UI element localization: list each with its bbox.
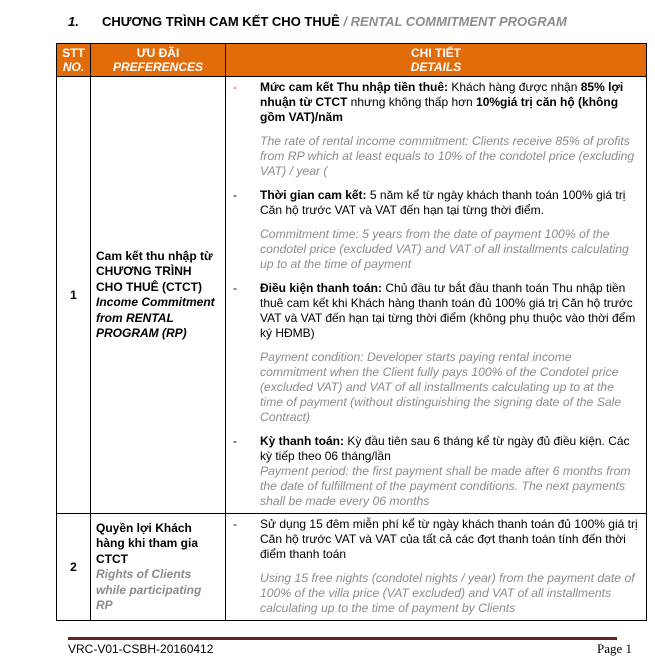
header-preferences bbox=[91, 44, 226, 77]
details-cell bbox=[226, 514, 647, 621]
header-stt-en: NO. bbox=[62, 60, 85, 74]
preference-cell bbox=[91, 77, 226, 514]
header-details-vi: CHI TIẾT bbox=[411, 46, 461, 60]
detail-vi-text: Khách hàng được nhận bbox=[448, 80, 581, 94]
detail-vi-text: 5 năm kể từ ngày khách thanh toán 100% giá trị Căn hộ trước VAT và VAT đến hạn tại từng thời điểm. bbox=[260, 188, 626, 217]
detail-vi bbox=[260, 517, 640, 562]
preference-en: Income Commitment from RENTAL PROGRAM (RP) bbox=[96, 295, 215, 340]
rental-commitment-table bbox=[56, 43, 647, 621]
detail-vi bbox=[260, 434, 640, 464]
header-details bbox=[226, 44, 647, 77]
table-row bbox=[57, 77, 647, 514]
detail-vi-bold: Kỳ thanh toán: bbox=[260, 434, 344, 448]
detail-en: Using 15 free nights (condotel nights / year) from the payment date of 100% of the villa price (VAT excluded) and VAT of all installments calculating up to the time of payment by Clients bbox=[260, 571, 635, 615]
spacer bbox=[233, 179, 640, 188]
detail-vi-bold: 85% lợi nhuận từ CTCT bbox=[260, 80, 624, 109]
detail-vi-bold: Thời gian cam kết: bbox=[260, 188, 367, 202]
detail-item bbox=[233, 188, 640, 272]
bullet-dash: - bbox=[233, 188, 237, 202]
detail-item bbox=[233, 434, 640, 509]
bullet-dash: - bbox=[233, 281, 237, 295]
preference-vi: Quyền lợi Khách hàng khi tham gia CTCT bbox=[96, 520, 199, 566]
detail-vi-bold: 10%giá trị căn hộ (không gồm VAT)/năm bbox=[260, 95, 619, 124]
row-number: 1 bbox=[57, 77, 91, 514]
detail-vi-text: Chủ đầu tư bắt đầu thanh toán Thu nhập tiền thuê cam kết khi Khách hàng thanh toán đủ 100% giá trị Căn hộ trước VAT và VAT đến hạn tại từng thời điểm (không phụ thuộc vào thời đểm ký HĐMB) bbox=[260, 281, 636, 340]
bullet-dash: - bbox=[233, 517, 237, 531]
detail-en: Payment period: the first payment shall be made after 6 months from the date of fulfillment of the payment conditions. The next payments shall be made every 06 months bbox=[260, 464, 631, 508]
header-details-en: DETAILS bbox=[410, 60, 462, 74]
bullet-dash: - bbox=[233, 434, 237, 448]
table-row bbox=[57, 514, 647, 621]
detail-item bbox=[233, 517, 640, 616]
title-separator: / bbox=[339, 14, 351, 29]
detail-vi-bold: Điều kiện thanh toán: bbox=[260, 281, 383, 295]
preference-vi: Cam kết thu nhập từ CHƯƠNG TRÌNH CHO THUÊ (CTCT) bbox=[96, 248, 213, 294]
section-title-vi: CHƯƠNG TRÌNH CAM KẾT CHO THUÊ bbox=[102, 14, 340, 29]
spacer bbox=[233, 425, 640, 434]
header-stt bbox=[57, 44, 91, 77]
details-cell bbox=[226, 77, 647, 514]
header-stt-vi: STT bbox=[62, 46, 85, 60]
header-preferences-vi: ƯU ĐÃI bbox=[136, 46, 180, 60]
detail-vi-text: Kỳ đầu tiên sau 6 tháng kể từ ngày đủ điều kiện. Các kỳ tiếp theo 06 tháng/lần bbox=[260, 434, 630, 463]
footer-doc-code: VRC-V01-CSBH-20160412 bbox=[68, 642, 214, 656]
bullet-dash: - bbox=[233, 80, 237, 94]
detail-vi-text: nhưng không thấp hơn bbox=[347, 95, 477, 109]
detail-vi bbox=[260, 80, 640, 125]
footer-divider bbox=[68, 637, 617, 640]
row-number: 2 bbox=[57, 514, 91, 621]
header-preferences-en: PREFERENCES bbox=[112, 60, 204, 74]
detail-item bbox=[233, 80, 640, 179]
detail-item bbox=[233, 281, 640, 425]
detail-vi-bold: Mức cam kết Thu nhập tiền thuê: bbox=[260, 80, 449, 94]
section-heading bbox=[68, 14, 567, 29]
preference-en: Rights of Clients while participating RP bbox=[96, 567, 202, 612]
spacer bbox=[233, 272, 640, 281]
section-number: 1. bbox=[68, 14, 79, 29]
table-header-row bbox=[57, 44, 647, 77]
detail-vi-text: Sử dụng 15 đêm miễn phí kể từ ngày khách thanh toán đủ 100% giá trị Căn hộ trước VAT và VAT của tất cả các đợt thanh toán tính đến thời điểm thanh toán bbox=[260, 517, 638, 561]
detail-vi bbox=[260, 281, 640, 341]
footer-page-number: Page 1 bbox=[597, 641, 633, 656]
detail-vi bbox=[260, 188, 640, 218]
detail-en: Payment condition: Developer starts paying rental income commitment when the Client fully pays 100% of the Condotel price (excluded VAT) and VAT of all installments calculating up to at the time of payment (without distinguishing the signing date of the Sale Contract) bbox=[260, 350, 622, 424]
detail-en: Commitment time: 5 years from the date of payment 100% of the condotel price (excluded VAT) and VAT of all installments calculating up to at the time of payment bbox=[260, 227, 629, 271]
detail-en: The rate of rental income commitment: Clients receive 85% of profits from RP which at least equals to 10% of the condotel price (excluding VAT) / year ( bbox=[260, 134, 635, 178]
section-title-en: RENTAL COMMITMENT PROGRAM bbox=[350, 14, 567, 29]
preference-cell bbox=[91, 514, 226, 621]
